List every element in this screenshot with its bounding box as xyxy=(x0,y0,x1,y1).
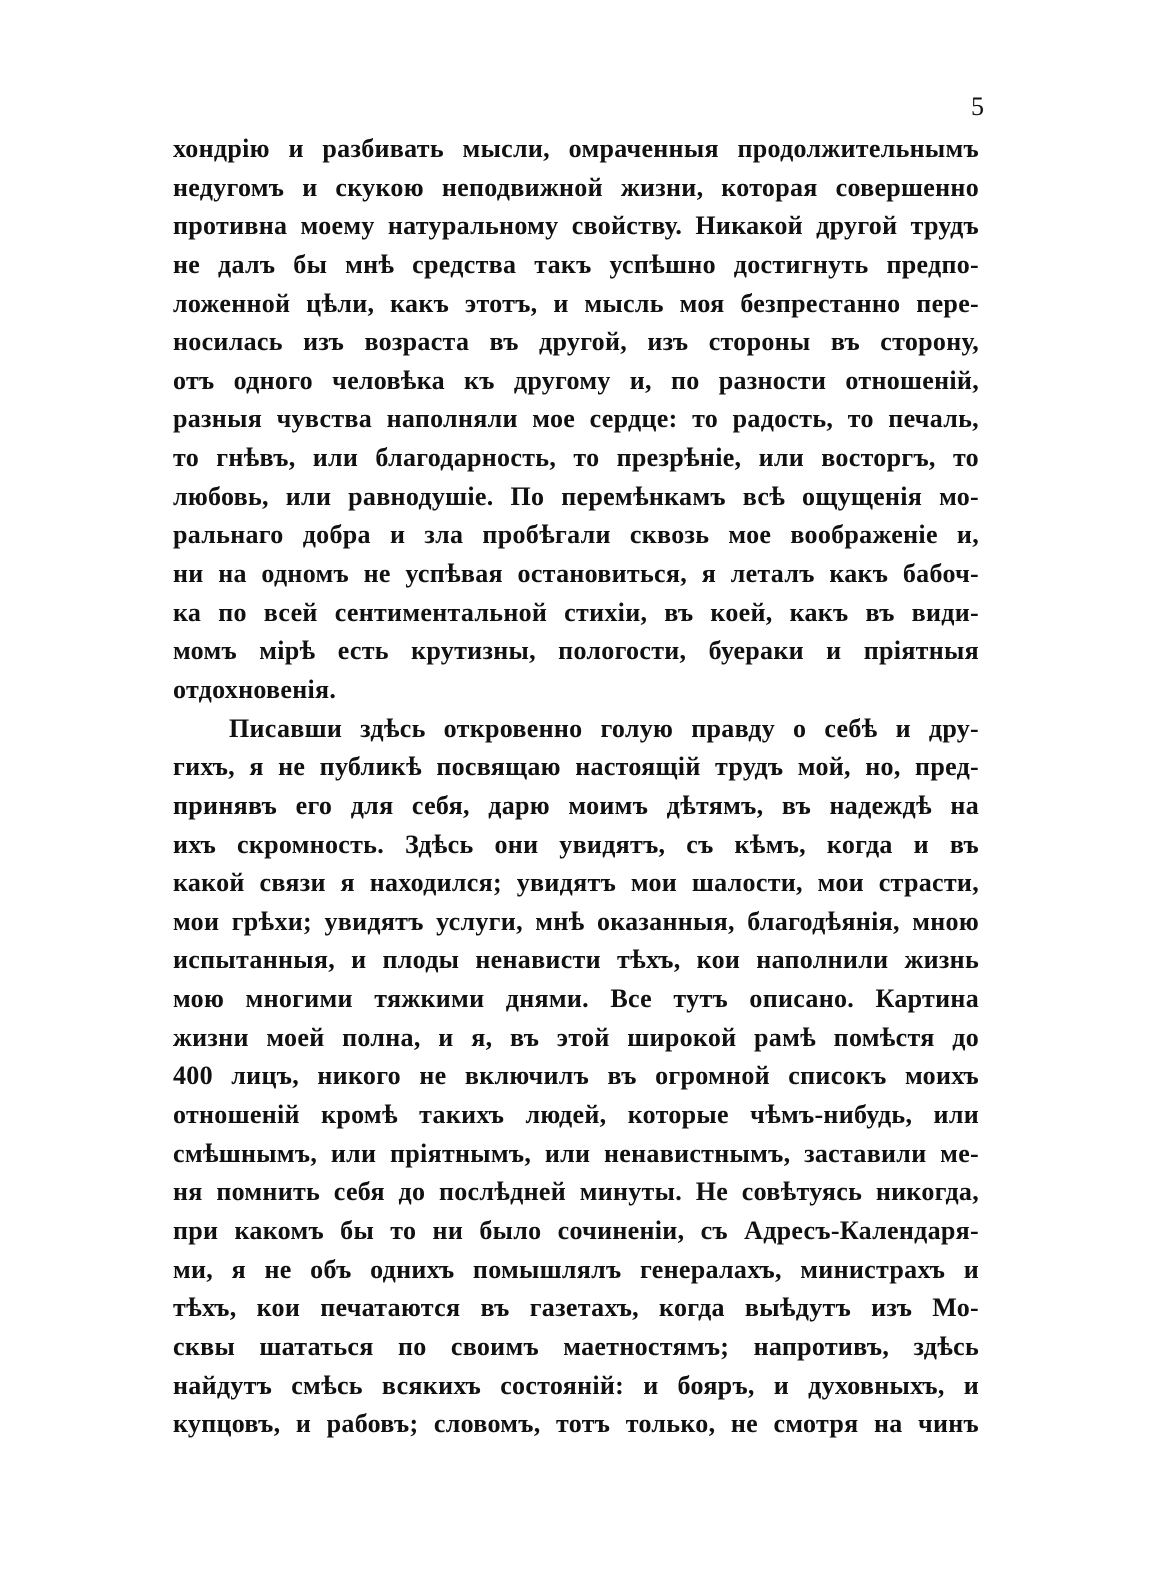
text-line: купцовъ, и рабовъ; словомъ, тотъ только, не смотря на чинъ xyxy=(173,1409,979,1439)
text-line: ни на одномъ не успѣвая остановиться, я леталъ какъ бабоч- xyxy=(173,559,979,589)
text-line: 400 лицъ, никого не включилъ въ огромной списокъ моихъ xyxy=(173,1061,979,1091)
text-line: Писавши здѣсь откровенно голую правду о себѣ и дру- xyxy=(229,713,979,743)
text-line: ка по всей сентиментальной стихіи, въ коей, какъ въ види- xyxy=(173,597,979,627)
text-line: отношеній кромѣ такихъ людей, которые чѣмъ-нибудь, или xyxy=(173,1100,979,1130)
text-line: ми, я не объ однихъ помышлялъ генералахъ, министрахъ и xyxy=(173,1254,979,1284)
text-line: ихъ скромность. Здѣсь они увидятъ, съ кѣмъ, когда и въ xyxy=(173,829,979,859)
text-line: какой связи я находился; увидятъ мои шалости, мои страсти, xyxy=(173,868,979,898)
text-line: недугомъ и скукою неподвижной жизни, которая совершенно xyxy=(173,172,979,202)
paragraph-2 xyxy=(173,710,979,1444)
text-line: мои грѣхи; увидятъ услуги, мнѣ оказанныя, благодѣянія, мною xyxy=(173,906,979,936)
text-line: момъ мірѣ есть крутизны, пологости, буераки и пріятныя xyxy=(173,636,979,666)
text-line: ня помнить себя до послѣдней минуты. Не совѣтуясь никогда, xyxy=(173,1177,979,1207)
text-line: принявъ его для себя, дарю моимъ дѣтямъ, въ надеждѣ на xyxy=(173,790,979,820)
text-line: гихъ, я не публикѣ посвящаю настоящій трудъ мой, но, пред- xyxy=(173,752,979,782)
text-line: отъ одного человѣка къ другому и, по разности отношеній, xyxy=(173,365,979,395)
text-line: хондрію и разбивать мысли, омраченныя продолжительнымъ xyxy=(173,134,979,163)
text-line: то гнѣвъ, или благодарность, то презрѣніе, или восторгъ, то xyxy=(173,443,979,473)
text-line: сквы шататься по своимъ маетностямъ; напротивъ, здѣсь xyxy=(173,1331,979,1361)
text-line: жизни моей полна, и я, въ этой широкой рамѣ помѣстя до xyxy=(173,1022,979,1052)
text-line: смѣшнымъ, или пріятнымъ, или ненавистнымъ, заставили ме- xyxy=(173,1138,979,1168)
text-line: любовь, или равнодушіе. По перемѣнкамъ всѣ ощущенія мо- xyxy=(173,481,979,511)
text-line: ложенной цѣли, какъ этотъ, и мысль моя безпрестанно пере- xyxy=(173,288,979,318)
text-line: испытанныя, и плоды ненависти тѣхъ, кои наполнили жизнь xyxy=(173,945,979,975)
text-line: мою многими тяжкими днями. Все тутъ описано. Картина xyxy=(173,984,979,1014)
paragraph-1 xyxy=(173,130,979,710)
text-line: противна моему натуральному свойству. Никакой другой трудъ xyxy=(173,211,979,241)
text-line: отдохновенія. xyxy=(173,674,337,704)
text-line: носилась изъ возраста въ другой, изъ стороны въ сторону, xyxy=(173,327,979,357)
text-line: тѣхъ, кои печатаются въ газетахъ, когда выѣдутъ изъ Мо- xyxy=(173,1293,979,1323)
text-line: разныя чувства наполняли мое сердце: то радость, то печаль, xyxy=(173,404,979,434)
text-line: ральнаго добра и зла пробѣгали сквозь мое воображеніе и, xyxy=(173,520,979,550)
page-number: 5 xyxy=(971,92,984,121)
text-line: при какомъ бы то ни было сочиненіи, съ Адресъ-Календаря- xyxy=(173,1215,979,1245)
text-line: не далъ бы мнѣ средства такъ успѣшно достигнуть предпо- xyxy=(173,249,979,279)
text-line: найдутъ смѣсь всякихъ состояній: и бояръ, и духовныхъ, и xyxy=(173,1370,979,1400)
body-text xyxy=(173,130,979,1444)
